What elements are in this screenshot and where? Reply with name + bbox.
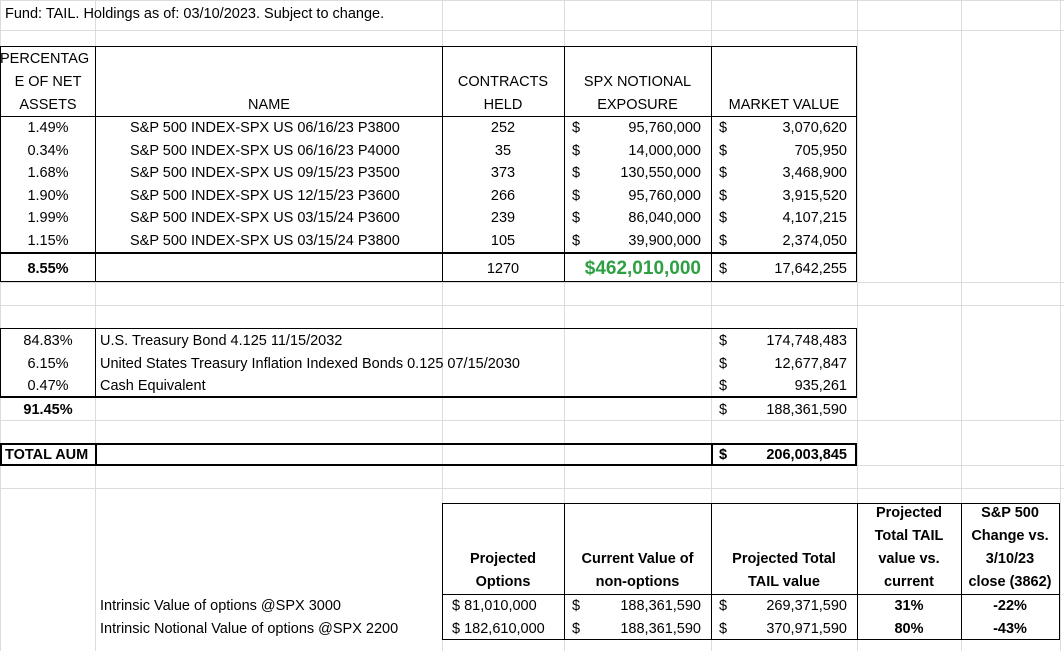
option-name: S&P 500 INDEX-SPX US 06/16/23 P4000 bbox=[130, 142, 400, 159]
projection-current: 188,361,590 bbox=[620, 620, 701, 637]
bond-market: 174,748,483 bbox=[766, 333, 847, 349]
proj-header-vs-1: Projected bbox=[875, 505, 943, 521]
bond-name: U.S. Treasury Bond 4.125 11/15/2032 bbox=[100, 333, 343, 349]
option-notional-currency: $ bbox=[572, 120, 581, 136]
option-name: S&P 500 INDEX-SPX US 12/15/23 P3600 bbox=[130, 187, 400, 204]
projection-total-currency: $ bbox=[719, 620, 728, 637]
option-market: 3,915,520 bbox=[782, 187, 847, 204]
option-name: S&P 500 INDEX-SPX US 03/15/24 P3600 bbox=[130, 210, 400, 227]
option-market: 3,468,900 bbox=[782, 165, 847, 182]
header-notional-2: EXPOSURE bbox=[597, 97, 678, 113]
header-contracts-1: CONTRACTS bbox=[457, 74, 549, 90]
option-notional: 130,550,000 bbox=[620, 165, 701, 182]
proj-header-vs-3: value vs. bbox=[878, 551, 940, 567]
proj-header-total-2: TAIL value bbox=[748, 574, 820, 590]
option-notional: 95,760,000 bbox=[628, 187, 701, 204]
option-notional: 39,900,000 bbox=[628, 233, 701, 249]
options-total-market-currency: $ bbox=[719, 261, 728, 277]
option-contracts: 105 bbox=[490, 233, 516, 249]
bond-name: Cash Equivalent bbox=[100, 378, 206, 394]
option-market: 705,950 bbox=[794, 142, 847, 159]
projection-total: 269,371,590 bbox=[766, 598, 847, 614]
option-contracts: 266 bbox=[490, 187, 516, 204]
projection-current-currency: $ bbox=[572, 620, 581, 637]
total-aum-value: 206,003,845 bbox=[766, 447, 847, 463]
option-pct: 1.68% bbox=[27, 165, 69, 182]
header-market: MARKET VALUE bbox=[728, 97, 840, 113]
option-market: 3,070,620 bbox=[782, 120, 847, 136]
proj-header-spx-1: S&P 500 bbox=[981, 505, 1039, 521]
option-notional-currency: $ bbox=[572, 142, 581, 159]
projection-total-currency: $ bbox=[719, 598, 728, 614]
bonds-total-pct: 91.45% bbox=[23, 402, 73, 418]
proj-header-spx-2: Change vs. bbox=[971, 528, 1049, 544]
option-contracts: 252 bbox=[490, 120, 516, 136]
projection-current-currency: $ bbox=[572, 598, 581, 614]
proj-header-total-1: Projected Total bbox=[732, 551, 836, 567]
projection-vs: 31% bbox=[894, 598, 924, 614]
bond-market: 12,677,847 bbox=[774, 355, 847, 372]
option-notional-currency: $ bbox=[572, 233, 581, 249]
projection-total: 370,971,590 bbox=[766, 620, 847, 637]
option-notional: 95,760,000 bbox=[628, 120, 701, 136]
option-name: S&P 500 INDEX-SPX US 09/15/23 P3500 bbox=[130, 165, 400, 182]
option-pct: 1.49% bbox=[27, 120, 69, 136]
proj-header-spx-4: close (3862) bbox=[968, 574, 1052, 590]
total-aum-currency: $ bbox=[719, 447, 728, 463]
option-notional-currency: $ bbox=[572, 187, 581, 204]
options-total-contracts: 1270 bbox=[486, 261, 520, 277]
bond-pct: 6.15% bbox=[27, 355, 69, 372]
option-market-currency: $ bbox=[719, 187, 728, 204]
option-market-currency: $ bbox=[719, 142, 728, 159]
bond-market-currency: $ bbox=[719, 355, 728, 372]
bond-pct: 84.83% bbox=[23, 333, 73, 349]
bond-pct: 0.47% bbox=[27, 378, 69, 394]
header-notional-1: SPX NOTIONAL bbox=[583, 74, 692, 90]
option-market-currency: $ bbox=[719, 233, 728, 249]
projection-vs: 80% bbox=[894, 620, 924, 637]
header-name: NAME bbox=[248, 97, 290, 113]
option-market-currency: $ bbox=[719, 120, 728, 136]
fund-header: Fund: TAIL. Holdings as of: 03/10/2023. Subject to change. bbox=[5, 6, 385, 22]
proj-header-vs-4: current bbox=[884, 574, 934, 590]
bonds-total-market: 188,361,590 bbox=[766, 402, 847, 418]
option-notional-currency: $ bbox=[572, 210, 581, 227]
bond-market-currency: $ bbox=[719, 378, 728, 394]
bond-market-currency: $ bbox=[719, 333, 728, 349]
option-name: S&P 500 INDEX-SPX US 06/16/23 P3800 bbox=[130, 120, 400, 136]
option-market: 4,107,215 bbox=[782, 210, 847, 227]
option-market-currency: $ bbox=[719, 165, 728, 182]
proj-header-spx-3: 3/10/23 bbox=[985, 551, 1035, 567]
total-aum-label: TOTAL AUM bbox=[5, 447, 89, 463]
bond-name: United States Treasury Inflation Indexed Bonds 0.125 07/15/2030 bbox=[100, 355, 520, 372]
proj-header-options-1: Projected bbox=[469, 551, 537, 567]
proj-header-vs-2: Total TAIL bbox=[874, 528, 944, 544]
projection-options: $ 182,610,000 bbox=[452, 620, 545, 637]
options-total-notional: $462,010,000 bbox=[584, 258, 701, 279]
option-notional: 14,000,000 bbox=[628, 142, 701, 159]
projection-spx: -22% bbox=[993, 598, 1027, 614]
options-total-pct: 8.55% bbox=[27, 261, 69, 277]
option-notional-currency: $ bbox=[572, 165, 581, 182]
bond-market: 935,261 bbox=[794, 378, 847, 394]
proj-header-options-2: Options bbox=[475, 574, 531, 590]
option-market-currency: $ bbox=[719, 210, 728, 227]
option-notional: 86,040,000 bbox=[628, 210, 701, 227]
bonds-total-currency: $ bbox=[719, 402, 728, 418]
option-pct: 1.99% bbox=[27, 210, 69, 227]
header-pct-3: ASSETS bbox=[19, 97, 77, 113]
option-pct: 1.90% bbox=[27, 187, 69, 204]
proj-header-current-1: Current Value of bbox=[581, 551, 694, 567]
option-market: 2,374,050 bbox=[782, 233, 847, 249]
projection-options: $ 81,010,000 bbox=[452, 598, 537, 614]
option-contracts: 373 bbox=[490, 165, 516, 182]
options-total-market: 17,642,255 bbox=[774, 261, 847, 277]
header-pct-1: PERCENTAG bbox=[0, 51, 90, 67]
header-pct-2: E OF NET bbox=[14, 74, 82, 90]
option-name: S&P 500 INDEX-SPX US 03/15/24 P3800 bbox=[130, 233, 400, 249]
option-contracts: 35 bbox=[494, 142, 512, 159]
option-contracts: 239 bbox=[490, 210, 516, 227]
proj-header-current-2: non-options bbox=[595, 574, 680, 590]
option-pct: 1.15% bbox=[27, 233, 69, 249]
projection-current: 188,361,590 bbox=[620, 598, 701, 614]
projection-spx: -43% bbox=[993, 620, 1027, 637]
option-pct: 0.34% bbox=[27, 142, 69, 159]
header-contracts-2: HELD bbox=[483, 97, 523, 113]
projection-label: Intrinsic Notional Value of options @SPX 2200 bbox=[100, 620, 399, 637]
projection-label: Intrinsic Value of options @SPX 3000 bbox=[100, 598, 341, 614]
